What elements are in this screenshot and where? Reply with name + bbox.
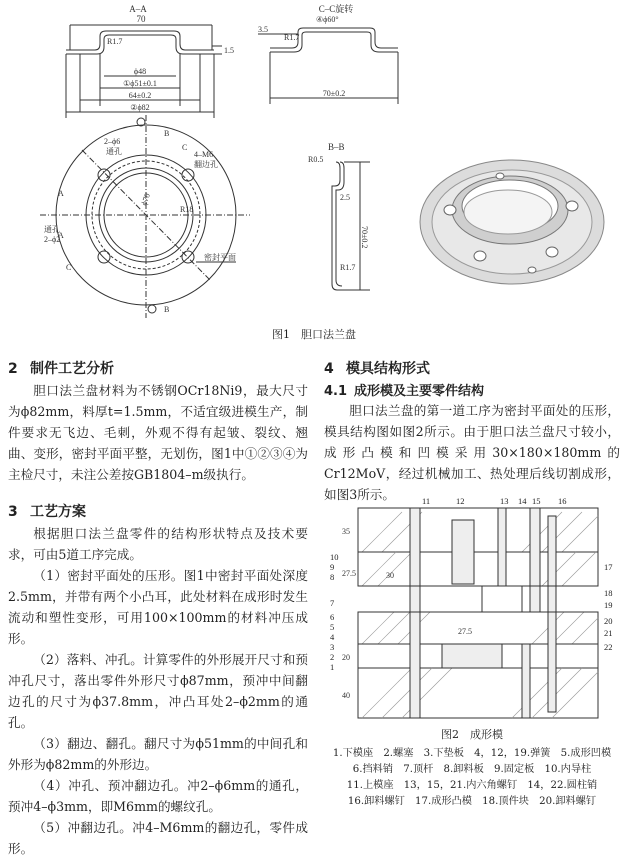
figure-2-drawing — [322, 494, 622, 720]
svg-text:R1.7: R1.7 — [340, 263, 356, 272]
callout-4: 4 — [330, 632, 335, 642]
svg-text:40: 40 — [342, 691, 350, 700]
svg-text:64±0.2: 64±0.2 — [128, 91, 152, 100]
svg-text:C: C — [66, 263, 72, 272]
callout-19: 19 — [604, 600, 613, 610]
svg-text:27.5: 27.5 — [458, 627, 472, 636]
view-bb-label: B–B — [328, 142, 345, 152]
svg-text:ϕ70: ϕ70 — [139, 192, 153, 207]
callout-6: 6 — [330, 612, 335, 622]
callout-22: 22 — [604, 642, 613, 652]
callout-16: 16 — [558, 496, 567, 506]
process-step-5: （5）冲翻边孔。冲4–M6mm的翻边孔，零件成形。 — [8, 820, 308, 856]
callout-11: 11 — [422, 496, 431, 506]
callout-13: 13 — [500, 496, 509, 506]
legend-line: 1.下模座 2.螺塞 3.下垫板 4，12，19.弹簧 5.成形凹模 — [332, 748, 612, 759]
svg-text:35: 35 — [342, 527, 350, 536]
legend-line: 6.挡料销 7.顶杆 8.卸料板 9.固定板 10.内导柱 — [352, 764, 592, 775]
svg-text:A: A — [58, 189, 64, 198]
section-4-1-heading: 4.1 成形模及主要零件结构 — [324, 384, 485, 399]
process-step-1: （1）密封平面处的压形。图1中密封平面处深度2.5mm，并带有两个小凸耳，此处材料在成形时发生流动和塑性变形，可用100×100mm的材料冲压成形。 — [8, 568, 308, 646]
svg-text:②ϕ82: ②ϕ82 — [130, 103, 150, 112]
svg-text:2–ϕ6: 2–ϕ6 — [104, 137, 121, 146]
svg-text:B: B — [164, 305, 170, 314]
svg-text:1.5: 1.5 — [224, 46, 234, 55]
section-2-body: 胆口法兰盘材料为不锈钢OCr18Ni9，最大尺寸为ϕ82mm，料厚t=1.5mm，不适宜级进模生产，制件要求无飞边、毛刺，外观不得有起皱、裂纹、翘曲、变形，密封平面平整，无划伤，图1中①②③④为主检尺寸，未注公差按GB1804–m级执行。 — [8, 383, 308, 482]
process-step-3: （3）翻边、翻孔。翻尺寸为ϕ51mm的中间孔和外形为ϕ82mm的外形边。 — [8, 736, 308, 772]
svg-text:2.5: 2.5 — [340, 193, 350, 202]
figure-1-drawing — [0, 0, 628, 345]
svg-text:70±0.2: 70±0.2 — [360, 226, 369, 249]
svg-text:A: A — [58, 231, 64, 240]
callout-1: 1 — [330, 662, 335, 672]
process-step-2: （2）落料、冲孔。计算零件的外形展开尺寸和预冲孔尺寸，落出零件外形尺寸ϕ87mm，预冲中间翻边孔的尺寸为ϕ37.8mm，冲凸耳处2–ϕ2mm的通孔。 — [8, 652, 308, 730]
flange-3d-render — [420, 160, 604, 284]
svg-text:①ϕ51±0.1: ①ϕ51±0.1 — [123, 79, 157, 88]
svg-text:70: 70 — [136, 14, 146, 24]
svg-text:70±0.2: 70±0.2 — [322, 89, 346, 98]
svg-text:4–M6: 4–M6 — [194, 150, 214, 159]
svg-text:R1.7: R1.7 — [107, 37, 123, 46]
svg-text:通孔: 通孔 — [106, 147, 122, 156]
figure-2-legend — [322, 746, 622, 810]
section-4-heading: 4 模具结构形式 — [324, 361, 430, 377]
callout-9: 9 — [330, 562, 335, 572]
figure-2 — [322, 494, 622, 814]
callout-5: 5 — [330, 622, 335, 632]
legend-line: 11.上模座 13，15，21.内六角螺钉 14，22.圆柱销 — [346, 780, 598, 791]
svg-text:30: 30 — [386, 571, 394, 580]
legend-line: 16.卸料螺钉 17.成形凸模 18.顶件块 20.卸料螺钉 — [347, 796, 597, 807]
svg-text:27.5: 27.5 — [342, 569, 356, 578]
section-3-intro: 根据胆口法兰盘零件的结构形状特点及技术要求，可由5道工序完成。 — [8, 526, 308, 562]
view-cc-label: C–C旋转 — [318, 4, 354, 14]
callout-14: 14 — [518, 496, 527, 506]
svg-text:20: 20 — [342, 653, 350, 662]
section-2-heading: 2 制件工艺分析 — [8, 361, 114, 377]
svg-text:2–ϕ2: 2–ϕ2 — [44, 235, 61, 244]
svg-text:C: C — [182, 143, 188, 152]
callout-15: 15 — [532, 496, 541, 506]
figure-2-caption: 图2 成形模 — [441, 728, 503, 741]
callout-10: 10 — [330, 552, 339, 562]
section-4-1-body: 胆口法兰盘的第一道工序为密封平面处的压形，模具结构图如图2所示。由于胆口法兰盘尺寸较小，成形凸模和凹模采用30×180×180mm的Cr12MoV，经过机械加工、热处理后线切割成形，如图3所示。 — [324, 403, 620, 502]
left-column — [8, 358, 308, 859]
section-3-heading: 3 工艺方案 — [8, 504, 86, 520]
svg-text:④ϕ60°: ④ϕ60° — [316, 15, 339, 24]
callout-20: 20 — [604, 616, 613, 626]
figure-1 — [0, 0, 628, 345]
svg-text:密封平面: 密封平面 — [204, 253, 236, 262]
figure-1-caption: 图1 胆口法兰盘 — [272, 328, 356, 341]
process-step-4: （4）冲孔、预冲翻边孔。冲2–ϕ6mm的通孔，预冲4–ϕ3mm，即M6mm的螺纹孔。 — [8, 778, 308, 814]
svg-text:R0.5: R0.5 — [308, 155, 324, 164]
svg-text:R18: R18 — [180, 205, 194, 214]
callout-3: 3 — [330, 642, 335, 652]
callout-7: 7 — [330, 598, 335, 608]
callout-18: 18 — [604, 588, 613, 598]
callout-8: 8 — [330, 572, 335, 582]
callout-12: 12 — [456, 496, 465, 506]
svg-text:翻边孔: 翻边孔 — [194, 160, 218, 169]
svg-text:3.5: 3.5 — [258, 25, 268, 34]
svg-text:ϕ48: ϕ48 — [133, 67, 147, 76]
view-aa-label: A–A — [129, 4, 147, 14]
callout-17: 17 — [604, 562, 613, 572]
callout-2: 2 — [330, 652, 335, 662]
right-column — [324, 358, 620, 505]
svg-text:B: B — [164, 129, 170, 138]
svg-text:通孔: 通孔 — [44, 225, 60, 234]
svg-text:R1.7: R1.7 — [284, 33, 300, 42]
callout-21: 21 — [604, 628, 613, 638]
